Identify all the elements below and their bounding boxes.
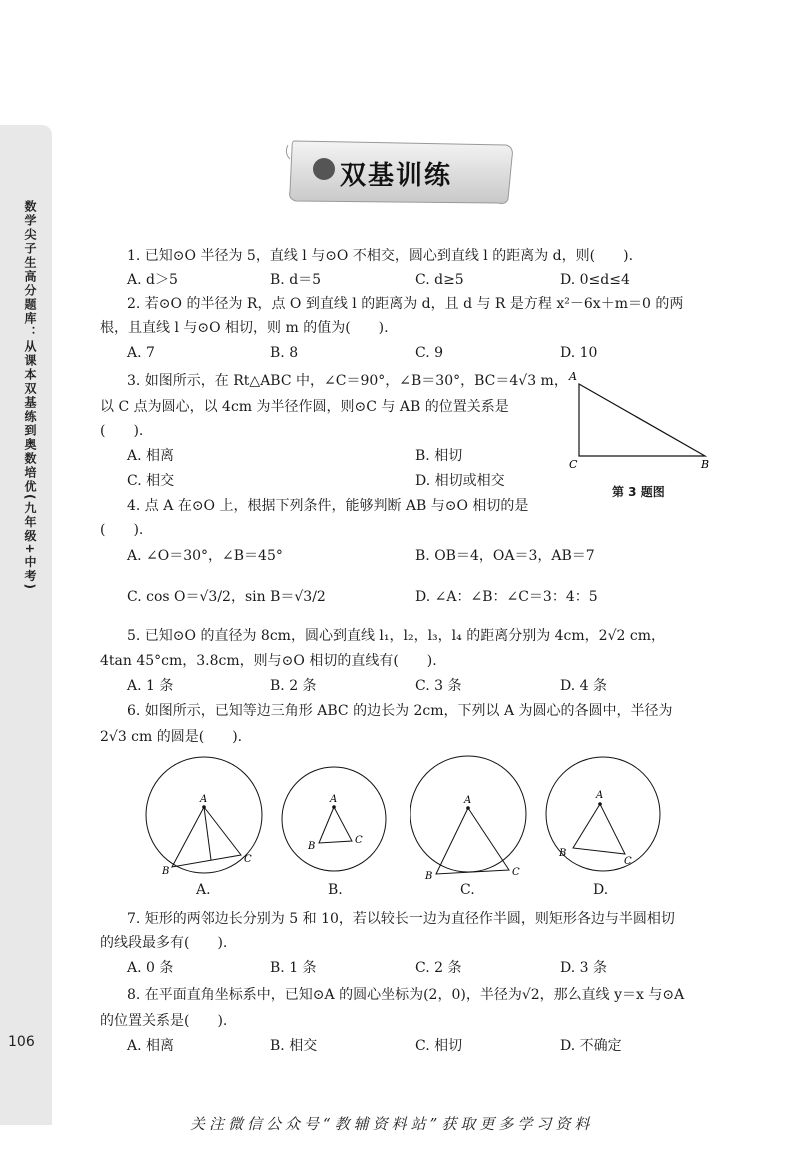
q2-option-b: B. 8: [270, 345, 299, 361]
q7-stem-line2: 的线段最多有( ).: [100, 935, 228, 951]
q3-stem-line2: 以 C 点为圆心，以 4cm 为半径作圆，则⊙C 与 AB 的位置关系是: [100, 399, 509, 415]
section-title: 双基训练: [340, 161, 453, 191]
q8-stem-line2: 的位置关系是( ).: [100, 1013, 228, 1029]
q2-option-d: D. 10: [560, 345, 598, 361]
q7-stem-line1: 7. 矩形的两邻边长分别为 5 和 10，若以较长一边为直径作半圆，则矩形各边与半圆相切: [127, 911, 675, 927]
q1-stem: 1. 已知⊙O 半径为 5，直线 l 与⊙O 不相交，圆心到直线 l 的距离为 d，则( ).: [127, 248, 634, 264]
q6-stem-line1: 6. 如图所示，已知等边三角形 ABC 的边长为 2cm，下列以 A 为圆心的各圆中，半径为: [127, 703, 673, 719]
q6d-label-b: B: [559, 848, 567, 859]
q3-stem-line3: ( ).: [100, 423, 144, 439]
q3-label-a: A: [569, 370, 577, 383]
q3-option-c: C. 相交: [127, 473, 175, 489]
q3-option-a: A. 相离: [127, 448, 175, 464]
q4-option-a: A. ∠O＝30°，∠B＝45°: [127, 548, 283, 564]
q6b-label-b: B: [308, 841, 316, 852]
q6-figure-d: [545, 752, 665, 880]
q2-stem-line1: 2. 若⊙O 的半径为 R，点 O 到直线 l 的距离为 d，且 d 与 R 是方程 x²－6x＋m＝0 的两: [127, 296, 684, 312]
banner-dot-icon: [313, 158, 335, 180]
q5-stem-line2: 4tan 45°cm，3.8cm，则与⊙O 相切的直线有( ).: [100, 653, 437, 669]
q6a-label-b: B: [162, 866, 170, 877]
q6a-label-c: C: [244, 854, 252, 865]
q6-stem-line2: 2√3 cm 的圆是( ).: [100, 729, 243, 745]
q6-label-c: C.: [460, 882, 475, 898]
q3-caption: 第 3 题图: [612, 485, 665, 499]
q3-figure: [565, 368, 715, 470]
q5-option-c: C. 3 条: [415, 678, 462, 694]
q1-option-d: D. 0≤d≤4: [560, 272, 630, 288]
q6a-label-a: A: [200, 794, 208, 805]
q8-option-b: B. 相交: [270, 1038, 318, 1054]
q6b-label-c: C: [355, 835, 363, 846]
q6-label-b: B.: [328, 882, 343, 898]
q4-stem-line2: ( ).: [100, 522, 144, 538]
q7-option-c: C. 2 条: [415, 960, 462, 976]
q7-option-b: B. 1 条: [270, 960, 317, 976]
q8-stem-line1: 8. 在平面直角坐标系中，已知⊙A 的圆心坐标为(2，0)，半径为√2，那么直线 y＝x 与⊙A: [127, 987, 685, 1003]
q5-option-a: A. 1 条: [127, 678, 174, 694]
q1-option-b: B. d＝5: [270, 272, 322, 288]
q3-option-d: D. 相切或相交: [415, 473, 505, 489]
q6-figure-a: [145, 752, 265, 882]
q2-option-a: A. 7: [127, 345, 155, 361]
q6-figure-b: [280, 765, 390, 875]
q6d-label-c: C: [624, 856, 632, 867]
q5-option-b: B. 2 条: [270, 678, 317, 694]
page-number: 106: [8, 1034, 35, 1050]
q6d-label-a: A: [596, 790, 604, 801]
book-title: 数学尖子生高分题库：从课本双基练到奥数培优(九年级+中考): [23, 200, 37, 592]
q2-stem-line2: 根，且直线 l 与⊙O 相切，则 m 的值为( ).: [100, 320, 389, 336]
footer-note: 关注微信公众号“教辅资料站”获取更多学习资料: [190, 1115, 594, 1133]
q3-option-b: B. 相切: [415, 448, 463, 464]
q6-figure-c: [410, 750, 530, 882]
q8-option-c: C. 相切: [415, 1038, 463, 1054]
q4-option-b: B. OB＝4，OA＝3，AB＝7: [415, 548, 595, 564]
q4-option-c: C. cos O＝√3/2，sin B＝√3/2: [127, 589, 326, 605]
q8-option-d: D. 不确定: [560, 1038, 622, 1054]
q3-label-b: B: [701, 458, 710, 470]
q6b-label-a: A: [330, 794, 338, 805]
q6c-label-c: C: [512, 867, 520, 878]
q8-option-a: A. 相离: [127, 1038, 175, 1054]
q5-stem-line1: 5. 已知⊙O 的直径为 8cm，圆心到直线 l₁，l₂，l₃，l₄ 的距离分别为 4cm，2√2 cm，: [127, 628, 665, 644]
q6-label-d: D.: [593, 882, 609, 898]
q4-option-d: D. ∠A：∠B：∠C＝3：4：5: [415, 589, 598, 605]
q4-stem-line1: 4. 点 A 在⊙O 上，根据下列条件，能够判断 AB 与⊙O 相切的是: [127, 498, 529, 514]
q6c-label-a: A: [464, 795, 472, 806]
q2-option-c: C. 9: [415, 345, 444, 361]
q1-option-c: C. d≥5: [415, 272, 464, 288]
q3-stem-line1: 3. 如图所示，在 Rt△ABC 中，∠C＝90°，∠B＝30°，BC＝4√3 m，: [127, 373, 568, 389]
q5-option-d: D. 4 条: [560, 678, 607, 694]
q1-option-a: A. d＞5: [127, 272, 178, 288]
q7-option-d: D. 3 条: [560, 960, 607, 976]
q7-option-a: A. 0 条: [127, 960, 174, 976]
q6c-label-b: B: [425, 871, 433, 882]
q3-label-c: C: [569, 458, 578, 470]
q6-label-a: A.: [196, 882, 211, 898]
